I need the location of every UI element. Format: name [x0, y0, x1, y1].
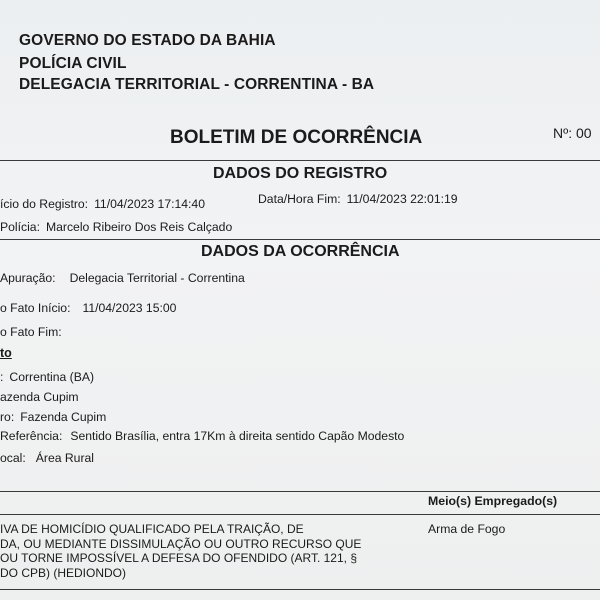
registro-policia-value: Marcelo Ribeiro Dos Reis Calçado	[45, 220, 233, 234]
registro-inicio	[0, 198, 205, 210]
registro-fim-value: 11/04/2023 22:01:19	[346, 192, 458, 206]
header-government: GOVERNO DO ESTADO DA BAHIA	[19, 32, 276, 49]
registro-divider	[0, 239, 600, 240]
crime-line: DO CPB) (HEDIONDO)	[0, 565, 126, 580]
crime-line: OU TORNE IMPOSSÍVEL A DEFESA DO OFENDIDO (ART. 121, §	[0, 551, 357, 565]
ocorrencia-bairro-label: ro:	[0, 410, 15, 424]
ocorrencia-municipio-value: Correntina (BA)	[9, 370, 95, 384]
ocorrencia-municipio	[0, 371, 94, 383]
meio-value: Arma de Fogo	[428, 522, 506, 536]
ocorrencia-referencia-value: Sentido Brasília, entra 17Km à direita sentido Capão Modesto	[70, 429, 405, 443]
section-ocorrencia-heading: DADOS DA OCORRÊNCIA	[201, 243, 400, 260]
document-title: BOLETIM DE OCORRÊNCIA	[170, 127, 423, 148]
table-top-border	[0, 491, 600, 492]
ocorrencia-logradouro	[0, 391, 79, 403]
registro-fim	[258, 193, 458, 205]
table-bottom-border	[0, 589, 600, 590]
ocorrencia-bairro	[0, 411, 106, 423]
ocorrencia-tipo-local	[0, 452, 94, 464]
table-header-border	[0, 514, 600, 515]
registro-fim-label: Data/Hora Fim:	[258, 192, 341, 206]
ocorrencia-fato-inicio-label: o Fato Início:	[0, 301, 71, 315]
ocorrencia-apuracao-label: Apuração:	[0, 271, 56, 285]
registro-inicio-value: 11/04/2023 17:14:40	[94, 197, 205, 211]
ocorrencia-referencia-label: Referência:	[0, 429, 63, 443]
ocorrencia-referencia	[0, 430, 404, 442]
registro-policia-label: Polícia:	[0, 220, 40, 234]
ocorrencia-fato-inicio-value: 11/04/2023 15:00	[82, 301, 177, 315]
ocorrencia-logradouro-value: azenda Cupim	[0, 390, 79, 404]
registro-policia	[0, 221, 232, 233]
meios-header: Meio(s) Empregado(s)	[428, 494, 558, 508]
ocorrencia-bairro-value: Fazenda Cupim	[20, 410, 107, 424]
crime-line: IVA DE HOMICÍDIO QUALIFICADO PELA TRAIÇÃO, DE	[0, 522, 304, 536]
ocorrencia-fato-fim	[0, 326, 62, 338]
ocorrencia-apuracao	[0, 272, 245, 284]
ocorrencia-tipo-local-label: ocal:	[0, 451, 26, 465]
crime-description	[0, 522, 361, 580]
title-divider	[0, 160, 600, 161]
registro-inicio-label: ício do Registro:	[0, 197, 89, 211]
ocorrencia-municipio-label: :	[0, 370, 4, 384]
ocorrencia-fato-inicio	[0, 302, 176, 314]
document-number: Nº: 00	[553, 125, 592, 141]
ocorrencia-fato-fim-label: o Fato Fim:	[0, 325, 62, 339]
header-police: POLÍCIA CIVIL	[19, 55, 127, 72]
ocorrencia-apuracao-value: Delegacia Territorial - Correntina	[69, 271, 245, 285]
ocorrencia-tipo-local-value: Área Rural	[35, 451, 95, 465]
local-heading: to	[0, 346, 12, 360]
header-delegacia: DELEGACIA TERRITORIAL - CORRENTINA - BA	[19, 76, 375, 93]
section-registro-heading: DADOS DO REGISTRO	[213, 165, 388, 182]
crime-line: DA, OU MEDIANTE DISSIMULAÇÃO OU OUTRO RECURSO QUE	[0, 536, 362, 551]
